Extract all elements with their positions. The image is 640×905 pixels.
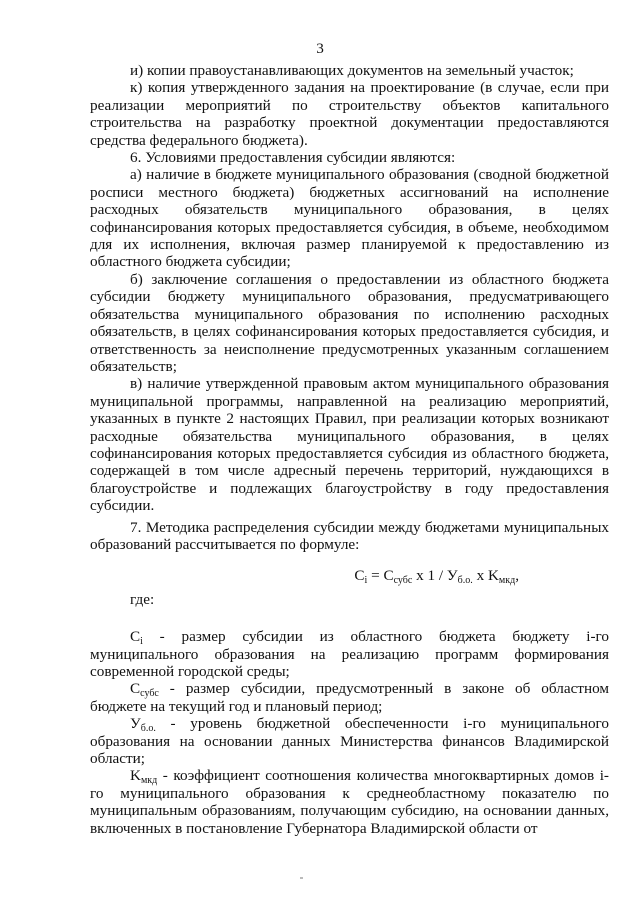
paragraph-b: б) заключение соглашения о предоставлении из областного бюджета субсидии бюджету муниципального образования, предусматривающего обязательства муниципального образования по исполнению расходных обязательств, в целях софинансирования которых предоставляется субсидия, и ответственность за неисполнение предусмотренных указанным соглашением обязательств; [90, 270, 609, 375]
formula-mid-sub: б.о. [457, 575, 473, 587]
page-number: 3 [316, 40, 324, 57]
definition-csubs [90, 680, 609, 715]
paragraph-7: 7. Методика распределения субсидии между бюджетами муниципальных образований рассчитывается по формуле: [90, 518, 609, 553]
scan-speck [300, 877, 303, 879]
definition-symbol-sub: субс [140, 688, 159, 700]
paragraph-6-heading: 6. Условиями предоставления субсидии являются: [130, 149, 456, 167]
paragraph-k: к) копия утвержденного задания на проектирование (в случае, если при реализации мероприятий по строительству объектов капитального строительства на разработку проектной документации предоставляются средства федерального бюджета). [90, 79, 609, 149]
definition-kmkd [90, 767, 609, 837]
definition-text: - уровень бюджетной обеспеченности i-го муниципального образования на основании данных Министерства финансов Владимирской области; [90, 715, 609, 768]
formula-eq-sub: субс [393, 575, 413, 587]
formula-c-sub: i [364, 575, 368, 587]
definition-text: - размер субсидии, предусмотренный в законе об областном бюджете на текущий год и плановый период; [90, 680, 609, 715]
definition-symbol: У [130, 715, 141, 733]
definition-symbol-sub: б.о. [140, 723, 156, 735]
formula-c: C [354, 567, 365, 585]
definition-symbol-sub: i [140, 636, 143, 648]
where-label: где: [130, 590, 155, 608]
definition-text: - коэффициент соотношения количества многоквартирных домов i-го муниципального образования к среднеобластному показателю по муниципальным образованиям, получающим субсидию, на основании данных, включенных в постановление Губернатора Владимирской области от [90, 767, 609, 837]
paragraph-i: и) копии правоустанавливающих документов на земельный участок; [130, 62, 574, 79]
paragraph-a: а) наличие в бюджете муниципального образования (сводной бюджетной росписи местного бюджета) бюджетных ассигнований на исполнение расходных обязательств муниципального образования, в целях софинансирования которых предоставляется субсидия, в объеме, необходимом для их исполнения, включая размер планируемой к предоставлению из областного бюджета субсидии; [90, 166, 609, 271]
formula-end: , [515, 567, 519, 585]
definition-symbol: C [130, 628, 141, 646]
definition-text: - размер субсидии из областного бюджета бюджету i-го муниципального образования на реализацию программ формирования современной городской среды; [90, 628, 609, 680]
definition-ubo [90, 715, 609, 767]
document-body [90, 62, 609, 837]
formula-eq: = C [367, 567, 394, 585]
paragraph-v: в) наличие утвержденной правовым актом муниципального образования муниципальной программы, направленной на реализацию мероприятий, указанных в пункте 2 настоящих Правил, при реализации которых возникают расходные обязательства муниципального образования, в целях софинансирования которых предоставляется субсидия из областного бюджета, содержащей в том числе адресный перечень территорий, нуждающихся в благоустройстве и подлежащих благоустройству в году предоставления субсидии. [90, 375, 609, 515]
formula-tail: x K [472, 567, 499, 585]
definition-symbol: K [130, 767, 141, 785]
formula-mid: x 1 / У [412, 567, 458, 585]
definition-symbol: C [130, 680, 141, 698]
formula [90, 567, 609, 587]
formula-tail-sub: мкд [498, 575, 516, 587]
definition-symbol-sub: мкд [140, 775, 158, 787]
definition-ci [90, 628, 609, 680]
